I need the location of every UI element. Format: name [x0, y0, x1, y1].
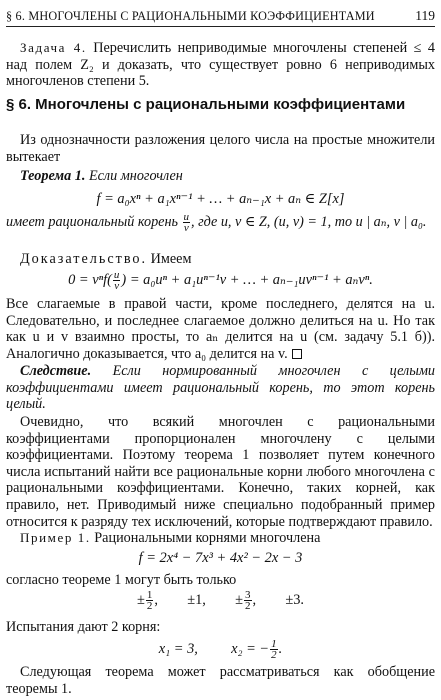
section-title: § 6. Многочлены с рациональными коэффициентами [6, 96, 406, 113]
page-number: 119 [415, 8, 435, 23]
example-1-heading [6, 530, 435, 547]
running-title: § 6. МНОГОЧЛЕНЫ С РАЦИОНАЛЬНЫМИ КОЭФФИЦИЕНТАМИ [6, 9, 375, 23]
qed-box-icon [292, 349, 302, 359]
intro-paragraph: Из однозначности разложения целого числа на простые множители вытекает [6, 132, 435, 165]
example-1-lead: Рациональными корнями многочлена [94, 530, 321, 546]
candidate-half: $\frac{1}{2}$ [146, 589, 153, 612]
corollary-label: Следствие. [20, 363, 92, 379]
proof-fraction: $\frac{u}{v}$ [113, 269, 120, 292]
example-1-after: согласно теореме 1 могут быть только [6, 572, 237, 588]
rational-root-fraction: $\frac{u}{v}$ [183, 211, 190, 234]
theorem-1-continuation [6, 212, 435, 233]
example-1-label: Пример 1. [20, 530, 91, 545]
paragraph-2: Очевидно, что всякий многочлен с рациональными коэффициентами пропорционален многочлену с целыми коэффициентами. Поэтому теорема 1 позволяет путем конечного числа испытаний найти все рациональные корни любого многочлена с рациональными коэффициентами. Конечно, таких корней, как правило, нет. Приводимый ниже специально подобранный пример относится к разряду тех исключений, которые подтверждают правило. [6, 414, 435, 530]
theorem-1-cont-b: , где u, v ∈ Z, (u, v) = 1, то u | aₙ, v | a₀. [191, 213, 427, 230]
proof-label: Доказательство. [20, 251, 148, 267]
candidate-roots: ± $\frac{1}{2}$ , ±1, ± $\frac{3}{2}$ , ±3. [136, 589, 305, 612]
theorem-1-cont-a: имеет рациональный корень [6, 213, 178, 230]
final-paragraph: Следующая теорема может рассматриваться как обобщение теоремы 1. [6, 664, 435, 697]
root-minus-half: $\frac{1}{2}$ [271, 638, 277, 661]
theorem-1-label: Теорема 1. [20, 168, 86, 184]
problem-4-label: Задача 4. [20, 40, 87, 55]
theorem-1-lead: Если многочлен [88, 168, 183, 184]
corollary [6, 363, 435, 413]
proof-text: Все слагаемые в правой части, кроме последнего, делятся на u. Следовательно, и последнее слагаемое должно делиться на u. Но так как u и v взаимно просты, то aₙ делится на u (см. задачу 5.1 б)). Аналогично доказывается, что a₀ делится на v. [6, 296, 435, 362]
proof-lead: Имеем [150, 251, 192, 267]
candidate-three-halves: $\frac{3}{2}$ [245, 589, 251, 612]
running-header [6, 6, 435, 27]
theorem-1-formula: f = a₀xⁿ + a₁xⁿ⁻¹ + … + aₙ₋₁x + aₙ ∈ Z[x] [96, 191, 345, 207]
proof-formula: 0 = vⁿf( $\frac{u}{v}$ ) = a₀uⁿ + a₁uⁿ⁻¹v + … + aₙ₋₁uvⁿ⁻¹ + aₙvⁿ. [68, 269, 373, 292]
corollary-text: Если нормированный многочлен с целыми коэффициентами имеет рациональный корень, то этот корень целый. [6, 363, 435, 413]
tests-sentence: Испытания дают 2 корня: [6, 619, 161, 635]
found-roots: x₁ = 3, x₂ = − $\frac{1}{2}$ . [158, 638, 283, 661]
example-1-formula: f = 2x⁴ − 7x³ + 4x² − 2x − 3 [138, 550, 303, 566]
theorem-1-heading [6, 168, 435, 185]
proof-heading [6, 251, 435, 268]
problem-4-text: Перечислить неприводимые многочлены степеней ≤ 4 над полем Z₂ и доказать, что существует ровно 6 неприводимых многочленов степени 5. [6, 40, 436, 90]
problem-4 [6, 40, 435, 90]
